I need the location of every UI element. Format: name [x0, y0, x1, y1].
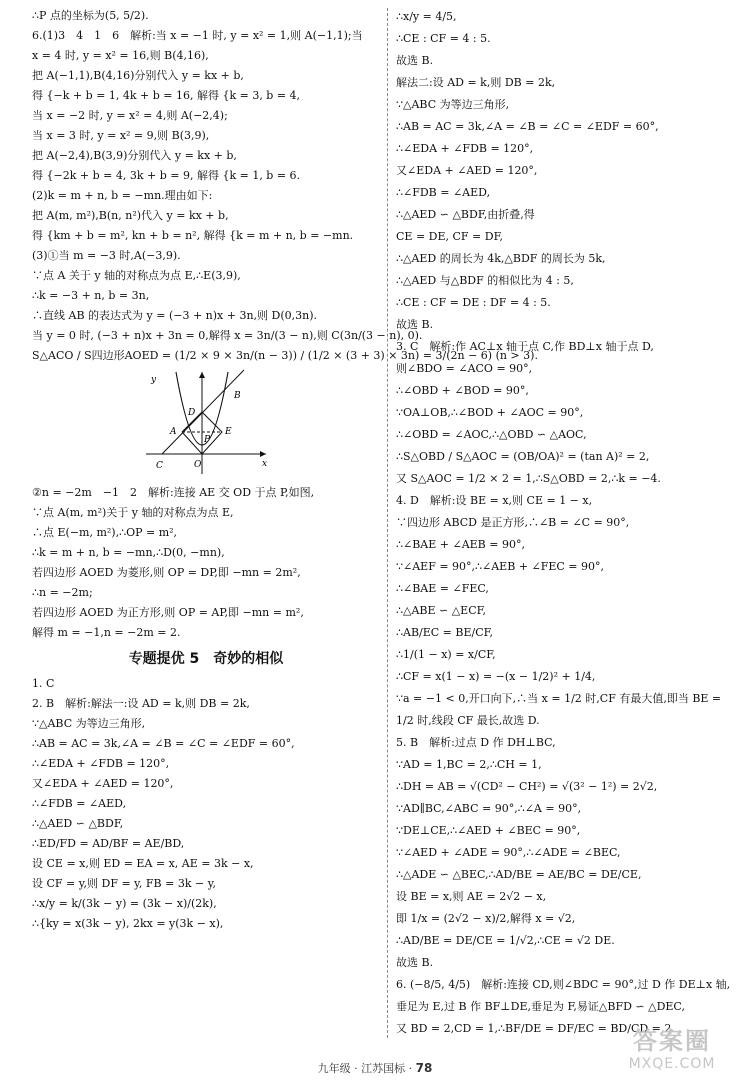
- text-line: ∴n = −2m;: [32, 586, 93, 600]
- text-line: ∴点 E(−m, m²),∴OP = m²,: [32, 526, 178, 540]
- text-line: ∴k = m + n, b = −mn,∴D(0, −mn),: [32, 546, 225, 560]
- text-line: ∴△ADE ∽ △BEC,∴AD/BE = AE/BC = DE/CE,: [396, 868, 642, 881]
- text-line: 又∠EDA + ∠AED = 120°,: [396, 164, 538, 177]
- column-divider: [387, 8, 388, 1038]
- text-line: ∴△ABE ∽ △ECF,: [396, 604, 487, 617]
- text-line: x = 4 时, y = x² = 16,则 B(4,16),: [32, 49, 209, 62]
- watermark-line2: MXQE.COM: [628, 1055, 716, 1072]
- text-line: 得 {km + b = m², kn + b = n², 解得 {k = m + n, b = −mn.: [32, 229, 354, 242]
- text-line: 1/2 时,线段 CF 最长,故选 D.: [396, 714, 540, 727]
- text-line: 故选 B.: [396, 318, 434, 331]
- text-line: ∵点 A(m, m²)关于 y 轴的对称点为点 E,: [32, 506, 234, 520]
- text-line: 得 {−k + b = 1, 4k + b = 16, 解得 {k = 3, b = 4,: [32, 89, 301, 102]
- text-line: ∵DE⊥CE,∴∠AED + ∠BEC = 90°,: [396, 824, 581, 837]
- text-line: 垂足为 E,过 B 作 BF⊥DE,垂足为 F,易证△BFD ∽ △DEC,: [396, 1000, 685, 1013]
- text-line: ∴DH = AB = √(CD² − CH²) = √(3² − 1²) = 2√2,: [396, 780, 658, 793]
- text-line: ∴∠EDA + ∠FDB = 120°,: [396, 142, 534, 155]
- text-line: ∵OA⊥OB,∴∠BOD + ∠AOC = 90°,: [396, 406, 584, 419]
- text-line: 6. (−8/5, 4/5) 解析:连接 CD,则∠BDC = 90°,过 D 作 DE⊥x 轴,: [396, 978, 731, 991]
- point-c-label: C: [156, 461, 163, 471]
- text-line: ∵∠AED + ∠ADE = 90°,∴∠ADE = ∠BEC,: [396, 846, 621, 859]
- text-line: 又 BD = 2,CD = 1,∴BF/DE = DF/EC = BD/CD = 2.: [396, 1022, 675, 1035]
- text-line: 把 A(−2,4),B(3,9)分别代入 y = kx + b,: [32, 149, 237, 162]
- text-line: ∵△ABC 为等边三角形,: [32, 716, 146, 730]
- text-line: ∴∠BAE + ∠AEB = 90°,: [396, 538, 525, 551]
- text-line: 又∠EDA + ∠AED = 120°,: [32, 776, 174, 790]
- origin-label: O: [194, 460, 202, 470]
- watermark-logo: [612, 1027, 732, 1071]
- right-solution-lines: [396, 0, 731, 1040]
- text-line: ∵AD = 1,BC = 2,∴CH = 1,: [396, 758, 542, 771]
- text-line: 则∠BDO = ∠ACO = 90°,: [396, 362, 533, 375]
- x-axis-label: x: [262, 459, 268, 469]
- text-line: S△ACO / S四边形AOED = (1/2 × 9 × 3n/(n − 3)) / (1/2 × (3 + 3) × 3n) = 3/(2n − 6) (n > 3).: [32, 349, 538, 362]
- parabola-graph: [140, 368, 272, 478]
- page-number: 78: [415, 1060, 433, 1075]
- text-line: ∴k = −3 + n, b = 3n,: [32, 289, 150, 302]
- text-line: ∴AD/BE = DE/CE = 1/√2,∴CE = √2 DE.: [396, 934, 615, 947]
- text-line: 故选 B.: [396, 956, 434, 969]
- text-line: ∴△AED 与△BDF 的相似比为 4 : 5,: [396, 274, 574, 287]
- text-line: ∴P 点的坐标为(5, 5/2).: [32, 9, 149, 22]
- text-line: ∴ED/FD = AD/BF = AE/BD,: [32, 836, 185, 850]
- text-line: ∵点 A 关于 y 轴的对称点为点 E,∴E(3,9),: [32, 269, 241, 282]
- text-line: ∴AB/EC = BE/CF,: [396, 626, 494, 639]
- text-line: 当 y = 0 时, (−3 + n)x + 3n = 0,解得 x = 3n/(3 − n),则 C(3n/(3 − n), 0).: [32, 329, 423, 342]
- point-d-label: D: [188, 408, 196, 418]
- text-line: 得 {−2k + b = 4, 3k + b = 9, 解得 {k = 1, b = 6.: [32, 169, 301, 182]
- text-line: ∴∠FDB = ∠AED,: [396, 186, 491, 199]
- text-line: ∴∠FDB = ∠AED,: [32, 796, 127, 810]
- text-line: ∴CE : CF = 4 : 5.: [396, 32, 491, 45]
- text-line: ∴{ky = x(3k − y), 2kx = y(3k − x),: [32, 916, 224, 930]
- text-line: CE = DE, CF = DF,: [396, 230, 503, 243]
- point-a-label: A: [170, 427, 177, 437]
- point-p-label: P: [204, 435, 211, 445]
- text-line: 把 A(−1,1),B(4,16)分别代入 y = kx + b,: [32, 69, 244, 82]
- text-line: ∴∠BAE = ∠FEC,: [396, 582, 489, 595]
- text-line: 1. C: [32, 676, 55, 690]
- text-line: ∵四边形 ABCD 是正方形,∴∠B = ∠C = 90°,: [396, 516, 630, 529]
- right-column: [396, 0, 731, 1045]
- text-line: 3. C 解析:作 AC⊥x 轴于点 C,作 BD⊥x 轴于点 D,: [396, 340, 654, 353]
- text-line: 若四边形 AOED 为菱形,则 OP = DP,即 −mn = 2m²,: [32, 566, 301, 580]
- text-line: ∴△AED ∽ △BDF,: [32, 816, 124, 830]
- text-line: ∴CF = x(1 − x) = −(x − 1/2)² + 1/4,: [396, 670, 596, 683]
- text-line: 又 S△AOC = 1/2 × 2 = 1,∴S△OBD = 2,∴k = −4.: [396, 472, 661, 485]
- text-line: ∴△AED 的周长为 4k,△BDF 的周长为 5k,: [396, 252, 606, 265]
- text-line: 解得 m = −1,n = −2m = 2.: [32, 626, 181, 640]
- text-line: ∴直线 AB 的表达式为 y = (−3 + n)x + 3n,则 D(0,3n).: [32, 309, 318, 322]
- footer-separator-2: ·: [408, 1061, 413, 1075]
- text-line: 设 CE = x,则 ED = EA = x, AE = 3k − x,: [32, 856, 254, 870]
- text-line: ∴x/y = 4/5,: [396, 10, 457, 23]
- left-solution-lines-part2: [32, 483, 380, 643]
- text-line: 4. D 解析:设 BE = x,则 CE = 1 − x,: [396, 494, 593, 507]
- left-solution-lines-part3: [32, 674, 380, 934]
- text-line: ∴∠OBD = ∠AOC,∴△OBD ∽ △AOC,: [396, 428, 587, 441]
- text-line: ②n = −2m −1 2 解析:连接 AE 交 OD 于点 P,如图,: [32, 486, 315, 500]
- text-line: ∴AB = AC = 3k,∠A = ∠B = ∠C = ∠EDF = 60°,: [32, 736, 295, 750]
- text-line: 当 x = −2 时, y = x² = 4,则 A(−2,4);: [32, 109, 228, 122]
- point-b-label: B: [234, 391, 241, 401]
- text-line: (2)k = m + n, b = −mn.理由如下:: [32, 189, 213, 202]
- text-line: ∴CE : CF = DE : DF = 4 : 5.: [396, 296, 551, 309]
- text-line: ∵△ABC 为等边三角形,: [396, 98, 510, 111]
- text-line: 即 1/x = (2√2 − x)/2,解得 x = √2,: [396, 912, 576, 925]
- text-line: 当 x = 3 时, y = x² = 9,则 B(3,9),: [32, 129, 210, 142]
- text-line: 6.(1)3 4 1 6 解析:当 x = −1 时, y = x² = 1,则 A(−1,1);当: [32, 29, 363, 42]
- text-line: ∴△AED ∽ △BDF,由折叠,得: [396, 208, 535, 221]
- footer-separator: ·: [354, 1061, 358, 1075]
- watermark-line1: 答案圈: [633, 1027, 711, 1055]
- text-line: (3)①当 m = −3 时,A(−3,9).: [32, 249, 181, 262]
- text-line: ∵a = −1 < 0,开口向下,∴当 x = 1/2 时,CF 有最大值,即当 BE =: [396, 692, 722, 705]
- footer-edition: 江苏国标: [361, 1061, 406, 1075]
- text-line: ∴AB = AC = 3k,∠A = ∠B = ∠C = ∠EDF = 60°,: [396, 120, 659, 133]
- point-e-label: E: [225, 427, 232, 437]
- text-line: 设 BE = x,则 AE = 2√2 − x,: [396, 890, 547, 903]
- text-line: 5. B 解析:过点 D 作 DH⊥BC,: [396, 736, 556, 749]
- text-line: ∵∠AEF = 90°,∴∠AEB + ∠FEC = 90°,: [396, 560, 605, 573]
- text-line: 解法二:设 AD = k,则 DB = 2k,: [396, 76, 556, 89]
- text-line: 若四边形 AOED 为正方形,则 OP = AP,即 −mn = m²,: [32, 606, 304, 620]
- text-line: ∴S△OBD / S△AOC = (OB/OA)² = (tan A)² = 2,: [396, 450, 650, 463]
- text-line: ∴∠EDA + ∠FDB = 120°,: [32, 756, 170, 770]
- text-line: 把 A(m, m²),B(n, n²)代入 y = kx + b,: [32, 209, 229, 222]
- section-title: 专题提优 5 奇妙的相似: [128, 651, 284, 668]
- text-line: 2. B 解析:解法一:设 AD = k,则 DB = 2k,: [32, 696, 250, 710]
- footer-grade: 九年级: [317, 1061, 351, 1075]
- text-line: ∴1/(1 − x) = x/CF,: [396, 648, 496, 661]
- text-line: ∴x/y = k/(3k − y) = (3k − x)/(2k),: [32, 896, 217, 910]
- text-line: ∴∠OBD + ∠BOD = 90°,: [396, 384, 529, 397]
- text-line: 设 CF = y,则 DF = y, FB = 3k − y,: [32, 876, 216, 890]
- y-axis-label: y: [151, 375, 157, 385]
- text-line: 故选 B.: [396, 54, 434, 67]
- text-line: ∵AD∥BC,∠ABC = 90°,∴∠A = 90°,: [396, 802, 582, 815]
